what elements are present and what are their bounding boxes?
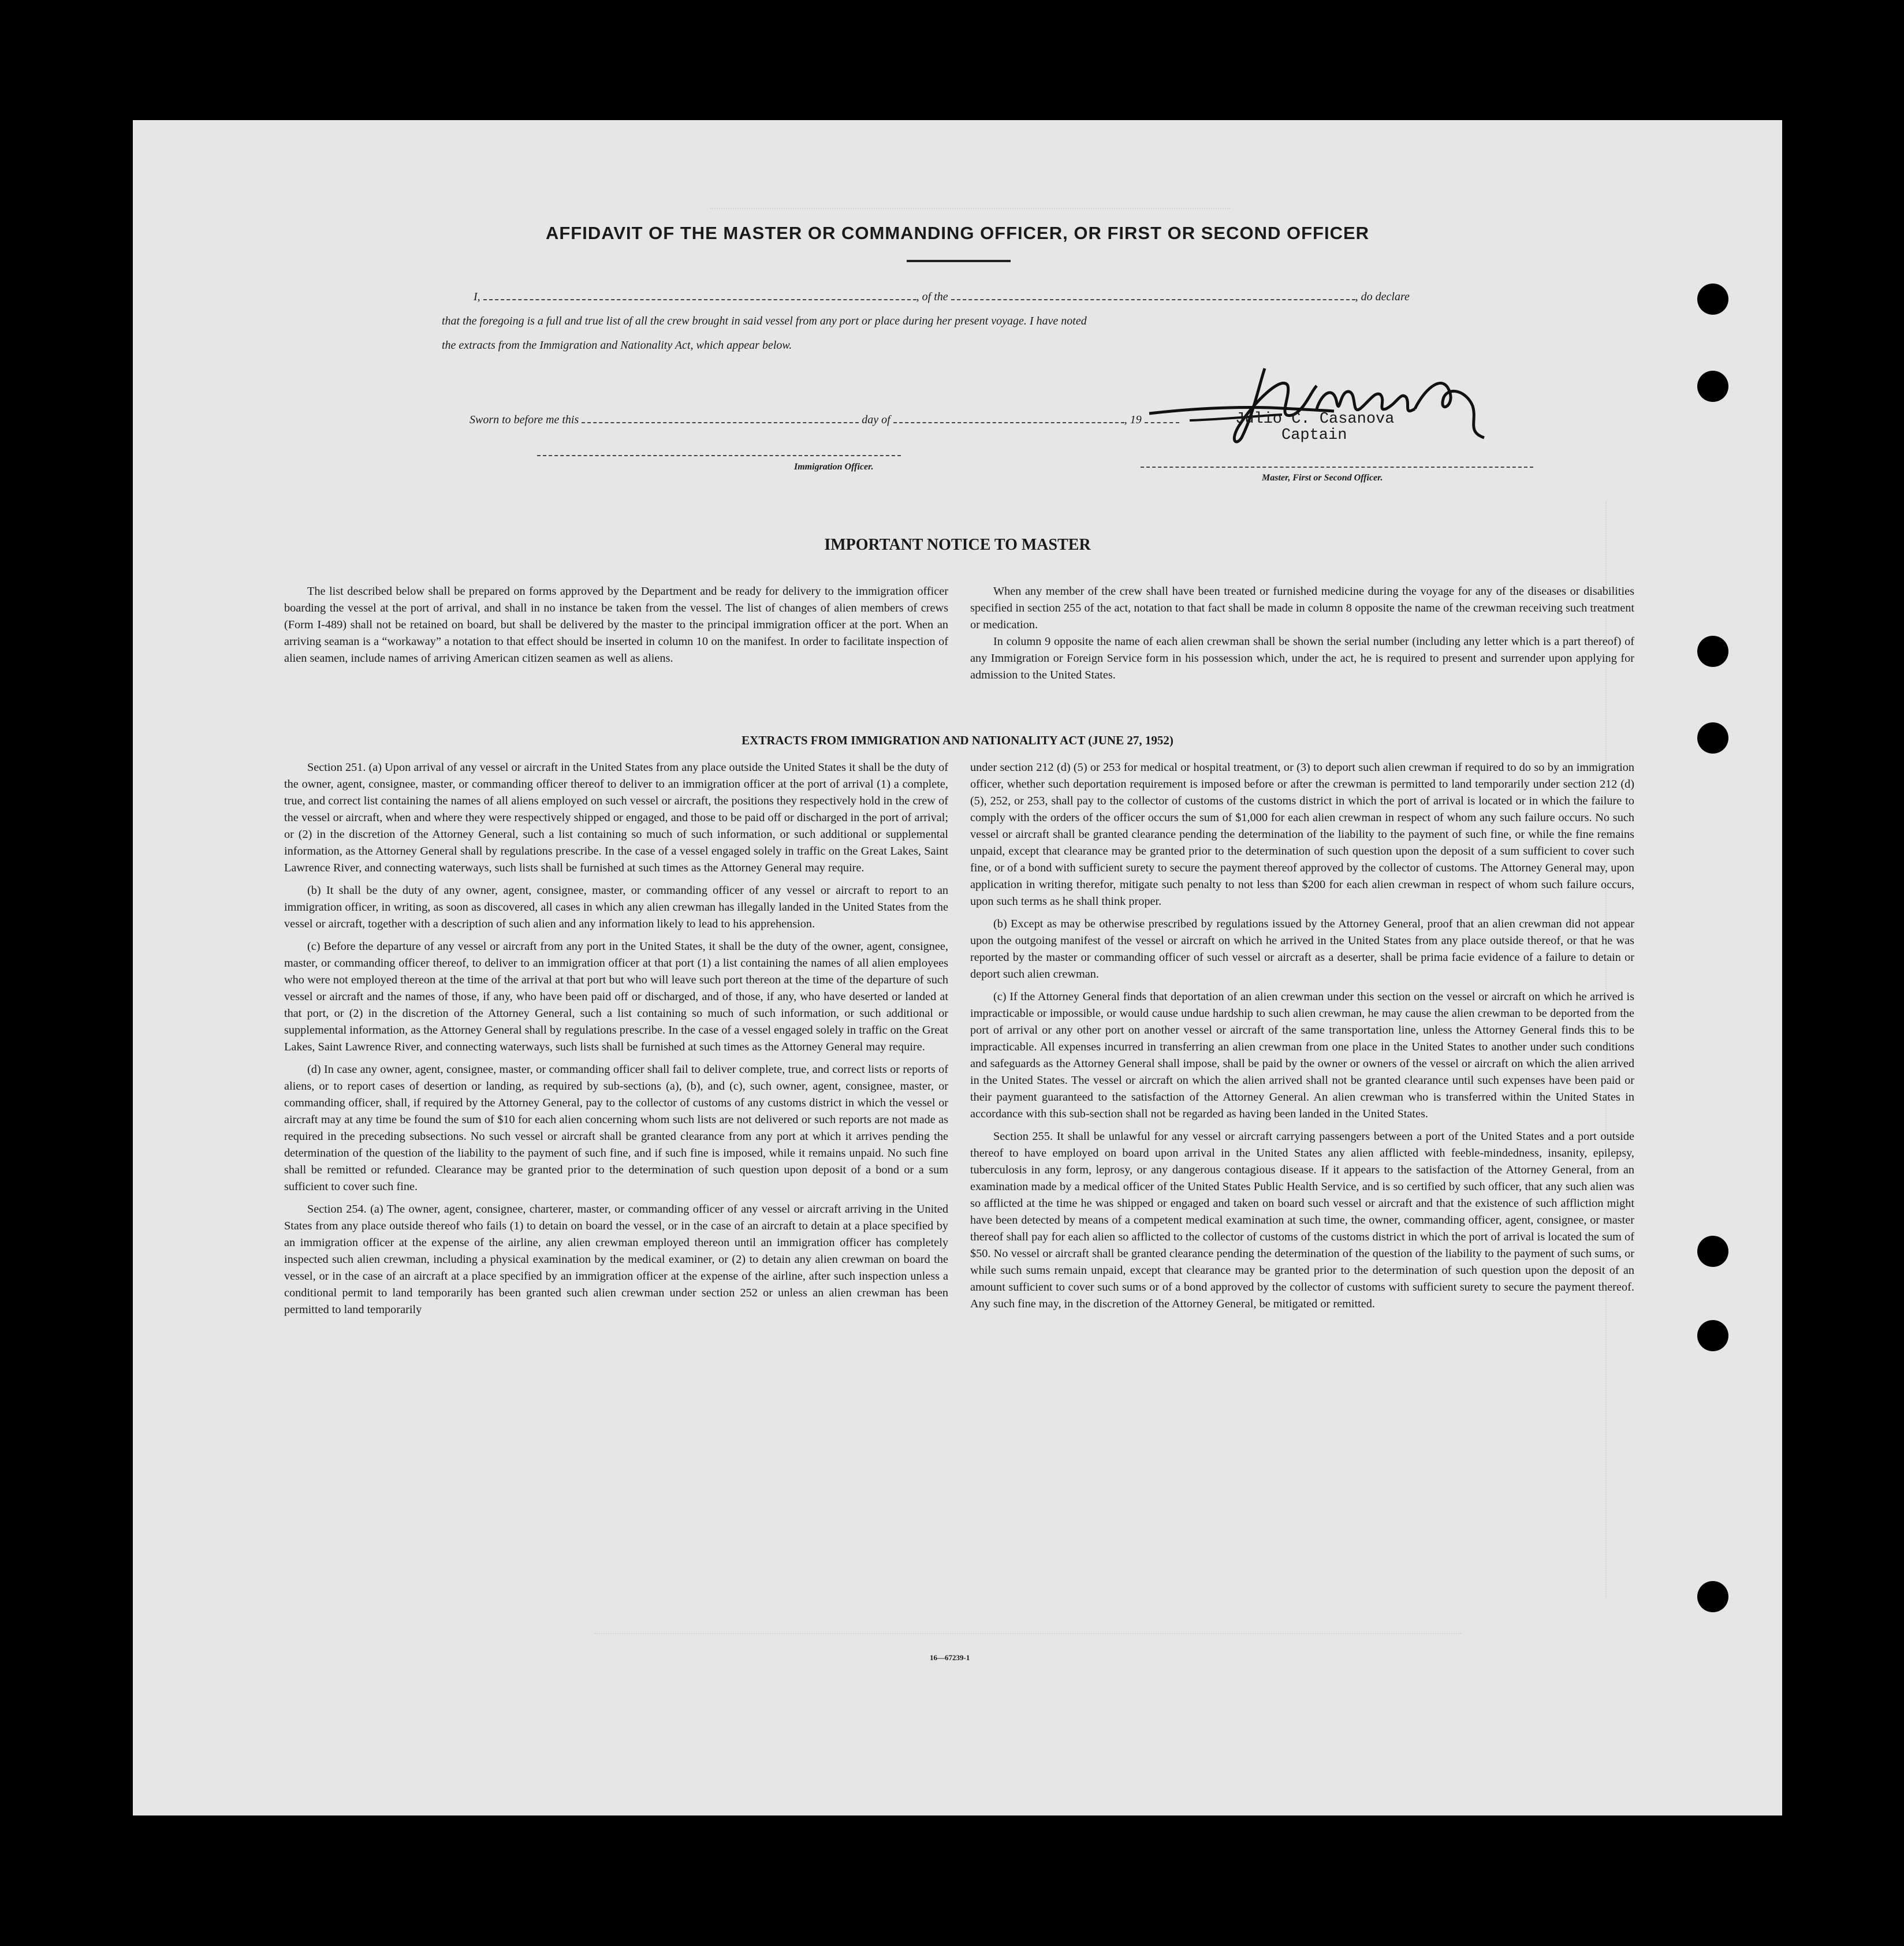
document-title: AFFIDAVIT OF THE MASTER OR COMMANDING OFFICER, OR FIRST OR SECOND OFFICER xyxy=(545,223,1370,243)
vessel-blank xyxy=(951,291,1355,300)
punch-hole xyxy=(1697,284,1728,315)
extract-section-255: Section 255. It shall be unlawful for any vessel or aircraft carrying passengers between a port of the United States and a port outside thereof to have employed on board upon arrival in the United States any alien afflicted with feeble-mindedness, insanity, epilepsy, tuberculosis in any form, leprosy, or any dangerous contagious disease. If it appears to the satisfaction of the Attorney General, from an examination made by a medical officer of the United States Public Health Service, and is so certified by such officer, that any such alien was so afflicted at the time he was shipped or engaged and taken on board such vessel or aircraft and that the existence of such affliction might have been detected by means of a competent medical examination at such time, the owner, commanding officer, agent, consignee, or master thereof shall pay for each alien so afflicted to the collector of customs of the customs district in which the port of arrival is located the sum of $50. No vessel or aircraft shall be granted clearance pending the determination of the question of the liability to the payment of such sums, or while such sums remain unpaid, except that clearance may be granted prior to the determination of such question upon the deposit of an amount sufficient to cover such sums or of a bond approved by the collector of customs with sufficient surety to secure the payment thereof. Any such fine may, in the discretion of the Attorney General, be mitigated or remitted. xyxy=(970,1130,1634,1310)
notice-left-column xyxy=(284,583,948,673)
signature-caption: Master, First or Second Officer. xyxy=(1262,473,1383,483)
name-blank xyxy=(483,291,916,300)
signer-name: Julio C. Casanova xyxy=(1235,411,1395,428)
document-page xyxy=(133,120,1782,1815)
punch-hole xyxy=(1697,1581,1728,1612)
title-divider xyxy=(907,260,1011,262)
declaration-i: I, xyxy=(474,290,480,303)
immigration-officer-line xyxy=(537,455,901,456)
sworn-month-blank xyxy=(893,414,1124,423)
extract-section-254a-cont: under section 212 (d) (5) or 253 for medical or hospital treatment, or (3) to deport such alien crewman if required to do so by an immigration officer, whether such deportation requirement is imposed before or after the crewman is permitted to land temporarily under section 212 (d) (5), 252, or 253, shall pay to the collector of customs of the customs district in which the port of arrival is located or in which the failure to comply with the orders of the officer occurs the sum of $1,000 for each alien crewman in respect of whom any such failure occurs. No such vessel or aircraft shall be granted clearance pending the determination of the liability to the payment of such fine, or while the fine remains unpaid, except that clearance may be granted prior to the determination of such question upon the deposit of a sum sufficient to cover such fine, or of a bond with sufficient surety to secure the payment thereof approved by the collector of customs. The Attorney General may, upon application in writing therefor, mitigate such penalty to not less than $200 for each alien crewman in respect of whom such failure occurs, upon such terms as he shall think proper. xyxy=(970,761,1634,908)
extract-section-251d: (d) In case any owner, agent, consignee, master, or commanding officer shall fail to deliver complete, true, and correct lists or reports of aliens, or to report cases of desertion or landing, as required by sub-sections (a), (b), and (c), such owner, agent, consignee, master, or commanding officer, shall, if required by the Attorney General, pay to the collector of customs of any customs district in which the vessel or aircraft may at any time be found the sum of $10 for each alien concerning whom such lists are not delivered or such reports are not made as required in the preceding subsections. No such vessel or aircraft shall be granted clearance from any port at which it arrives pending the determination of the question of the liability to the payment of such fine, and if such fine is imposed, while it remains unpaid. No such fine shall be remitted or refunded. Clearance may be granted prior to the determination of such question upon deposit of a bond or a sum sufficient to cover such fine. xyxy=(284,1063,948,1193)
sworn-year-prefix: , 19 xyxy=(1124,413,1142,426)
extract-section-254b: (b) Except as may be otherwise prescribed by regulations issued by the Attorney General, proof that an alien crewman did not appear upon the outgoing manifest of the vessel or aircraft on which he arrived in the United States from any place outside thereof, or that he was reported by the master or commanding officer of such vessel or aircraft as a deserter, shall be prima facie evidence of a failure to detain or deport such alien crewman. xyxy=(970,918,1634,981)
extract-section-251a: Section 251. (a) Upon arrival of any vessel or aircraft in the United States from any place outside the United States it shall be the duty of the owner, agent, consignee, master, or commanding officer thereof to deliver to an immigration officer at the port of arrival (1) a complete, true, and correct list containing the names of all aliens employed on such vessel or aircraft, the positions they respectively hold in the crew of the vessel or aircraft, when and where they were respectively shipped or engaged, and those to be paid off or discharged in the port of arrival; or (2) in the discretion of the Attorney General, such a list containing so much of such information, or such additional or supplemental information, as the Attorney General shall by regulations prescribe. In the case of a vessel engaged solely in traffic on the Great Lakes, Saint Lawrence River, and connecting waterways, such lists shall be furnished at such times as the Attorney General may require. xyxy=(284,761,948,874)
extract-section-251b: (b) It shall be the duty of any owner, agent, consignee, master, or commanding officer of any vessel or aircraft to report to an immigration officer, in writing, as soon as discovered, all cases in which any alien crewman has illegally landed in the United States from the vessel or aircraft, together with a description of such alien and any information likely to lead to his apprehension. xyxy=(284,884,948,930)
declaration-line-3: the extracts from the Immigration and Nationality Act, which appear below. xyxy=(442,339,792,352)
notice-right-paragraph-2: In column 9 opposite the name of each alien crewman shall be shown the serial number (including any letter which is a part thereof) of any Immigration or Foreign Service form in his possession which, under the act, he is required to present and surrender upon applying for admission to the United States. xyxy=(970,635,1634,681)
notice-right-paragraph-1: When any member of the crew shall have been treated or furnished medicine during the voyage for any of the diseases or disabilities specified in section 255 of the act, notation to that fact shall be made in column 8 opposite the name of the crewman receiving such treatment or medication. xyxy=(970,585,1634,631)
signer-title: Captain xyxy=(1281,427,1347,444)
sworn-text: Sworn to before me this xyxy=(470,413,579,426)
form-footer-code: 16—67239-1 xyxy=(930,1653,970,1662)
extract-section-254c: (c) If the Attorney General finds that deportation of an alien crewman under this section on the vessel or aircraft on which he arrived is impracticable or impossible, or would cause undue hardship to such alien crewman, he may cause the alien crewman to be deported from the port of arrival or any other port on another vessel or aircraft of the same transportation line, unless the Attorney General finds this to be impracticable. All expenses incurred in transferring an alien crewman from one place in the United States to another under such conditions and safeguards as the Attorney General shall impose, shall be paid by the owner or owners of the vessel or aircraft on which the alien arrived in the United States. The vessel or aircraft on which the alien arrived shall not be granted clearance until such expenses have been paid or their payment guaranteed to the satisfaction of the Attorney General. An alien crewman who is transferred within the United States in accordance with this sub-section shall not be regarded as having been landed in the United States. xyxy=(970,990,1634,1120)
notice-heading: IMPORTANT NOTICE TO MASTER xyxy=(824,536,1091,554)
signature-line xyxy=(1141,467,1533,468)
extracts-left-column xyxy=(284,759,948,1324)
immigration-officer-caption: Immigration Officer. xyxy=(794,462,874,472)
declaration-line-1 xyxy=(474,285,1617,309)
sworn-day-blank xyxy=(582,414,859,423)
extract-section-254a: Section 254. (a) The owner, agent, consignee, charterer, master, or commanding officer of any vessel or aircraft arriving in the United States from any place outside thereof who fails (1) to detain on board the vessel, or in the case of an aircraft to detain at a place specified by an immigration officer at the expense of the airline, any alien crewman employed thereon until an immigration officer has completely inspected such alien crewman, including a physical examination by the medical examiner, or (2) to detain any alien crewman on board the vessel, or in the case of an aircraft at a place specified by an immigration officer at the expense of the airline, after such inspection unless a conditional permit to land temporarily has been granted such alien crewman under section 252 or unless an alien crewman has been permitted to land temporarily xyxy=(284,1203,948,1316)
declaration-do-declare: , do declare xyxy=(1355,290,1410,303)
notice-right-column xyxy=(970,583,1634,689)
punch-hole xyxy=(1697,1236,1728,1267)
notice-left-paragraph: The list described below shall be prepared on forms approved by the Department and be ready for delivery to the immigration officer boarding the vessel at the port of arrival, and shall in no instance be taken from the vessel. The list of changes of alien members of crews (Form I-489) shall not be retained on board, but shall be delivered by the master to the principal immigration officer at the port. When an arriving seaman is a “workaway” a notation to that effect should be inserted in column 10 on the manifest. In order to facilitate inspection of alien seamen, include names of arriving American citizen seamen as well as aliens. xyxy=(284,585,948,665)
extracts-heading: EXTRACTS FROM IMMIGRATION AND NATIONALITY ACT (JUNE 27, 1952) xyxy=(742,733,1173,747)
punch-hole xyxy=(1697,371,1728,402)
punch-hole xyxy=(1697,636,1728,667)
declaration-line-2: that the foregoing is a full and true list of all the crew brought in said vessel from any port or place during her present voyage. I have noted xyxy=(442,315,1087,327)
declaration-of-the: , of the xyxy=(916,290,948,303)
sworn-year-blank xyxy=(1145,414,1179,423)
punch-hole xyxy=(1697,1320,1728,1351)
extracts-right-column xyxy=(970,759,1634,1318)
sworn-day-of: day of xyxy=(862,413,890,426)
extract-section-251c: (c) Before the departure of any vessel or aircraft from any port in the United States, it shall be the duty of the owner, agent, consignee, master, or commanding officer thereof, to deliver to an immigration officer at that port (1) a list containing the names of all alien employees who were not employed thereon at the time of the arrival at that port but who will leave such port thereon at the time of the departure of such vessel or aircraft and the names of those, if any, who have been paid off or discharged, and of those, if any, who have deserted or landed at that port, or (2) in the discretion of the Attorney General, such a list containing so much of such information, or such additional or supplemental information, as the Attorney General shall by regulations prescribe. In the case of a vessel engaged solely in traffic on the Great Lakes, Saint Lawrence River, and connecting waterways, such lists shall be furnished at such times as the Attorney General may require. xyxy=(284,940,948,1053)
